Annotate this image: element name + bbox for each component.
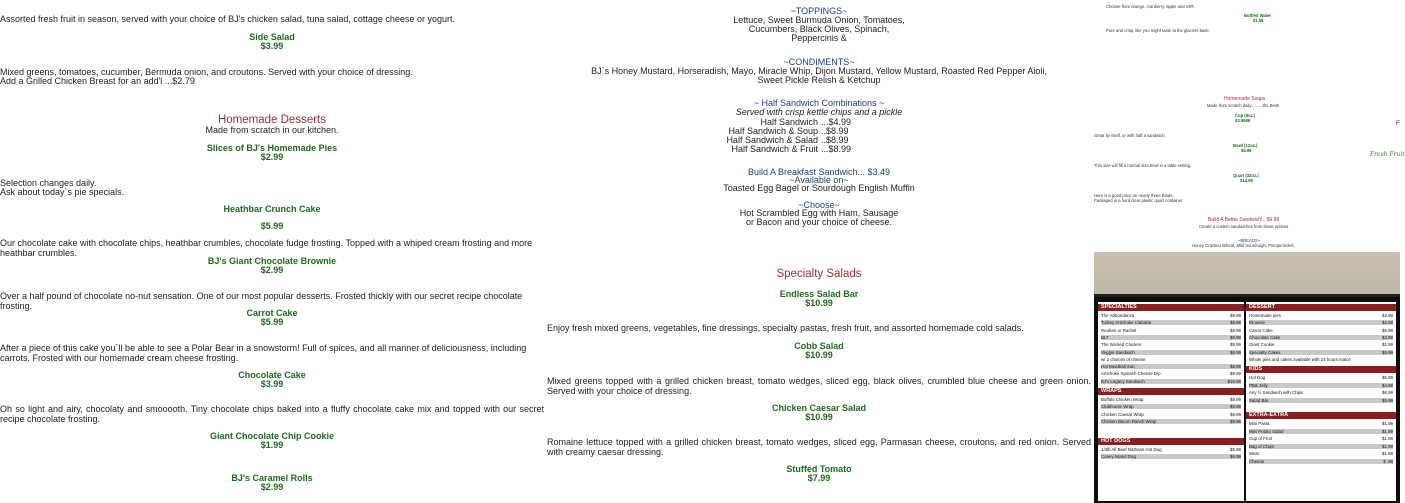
board-menu-row	[1249, 350, 1393, 355]
board-menu-row	[1249, 436, 1393, 441]
board-menu-row	[1249, 451, 1393, 456]
fresh-fruit-script: Fresh Fruit	[1370, 151, 1405, 158]
cookie-name: Giant Chocolate Chip Cookie	[209, 431, 334, 441]
breads-line: Honey Cracked Wheat, Mild Sourdough, Pumpernickel,	[1192, 243, 1295, 248]
board-item-price: $1.99	[1382, 436, 1393, 442]
quart-price: $14.99	[1240, 178, 1253, 183]
board-item-price: $9.99	[1230, 411, 1241, 417]
quart-description-1: Here is a good price on nearly three bowls.	[1094, 193, 1174, 198]
dessert-header: DESSERT	[1246, 304, 1396, 311]
board-item-name: Turkey Artichoke Ciabatta	[1101, 320, 1152, 326]
board-menu-row	[1101, 350, 1241, 355]
board-item-name: Chocolate Cake	[1249, 334, 1281, 340]
board-menu-row	[1101, 371, 1241, 376]
pies-name: Slices of BJ's Homemade Pies	[206, 143, 338, 153]
cut-off-letter: F	[1396, 121, 1400, 127]
board-item-price: $8.99	[1230, 371, 1241, 377]
board-item-price: $9.99	[1230, 404, 1241, 410]
board-right-panel	[1246, 302, 1396, 501]
cup-description: Great by itself, or with half a sandwich.	[1094, 133, 1166, 138]
board-item-name: Buffalo Chicken Wrap	[1101, 397, 1144, 402]
board-menu-row	[1249, 335, 1393, 340]
half-row-price: ..$8.99	[821, 135, 849, 145]
board-item-name: Bag of Chips	[1249, 443, 1275, 449]
soups-title: Homemade Soups	[1224, 96, 1266, 102]
board-item-name: The Wicked Chicken	[1101, 342, 1142, 348]
half-row-price: ..$8.99	[821, 126, 849, 136]
board-menu-row	[1101, 335, 1241, 340]
board-item-price: $ .99	[1383, 459, 1393, 464]
half-sandwich-title: ~ Half Sandwich Combinations ~	[753, 98, 885, 108]
half-sandwich-row	[547, 144, 1091, 154]
cup-price: $3.9999	[1235, 118, 1251, 123]
cup-name: Cup (8oz.)	[1235, 113, 1256, 118]
board-menu-row	[1101, 357, 1241, 362]
board-menu-row	[1101, 397, 1241, 402]
board-menu-row	[1101, 328, 1241, 333]
hotdogs-header: HOT DOGS	[1098, 438, 1244, 445]
specialty-salads-title: Specialty Salads	[776, 268, 862, 280]
board-item-name: Cheese	[1249, 459, 1265, 464]
wraps-header: WRAPS	[1098, 388, 1244, 395]
board-item-name: Specialty Cakes	[1249, 349, 1281, 355]
board-item-price: $5.99	[1382, 327, 1393, 333]
condiments-line-2: Sweet Pickle Relish & Ketchup	[757, 75, 881, 85]
carrot-cake-description: After a piece of this cake you`ll be able to see a Polar Bear in a snowstorm! Full of spices, and all manner of deliciousness, including carrots. Frosted with our homemade cream cheese frosting.	[0, 343, 527, 363]
board-menu-row	[1249, 313, 1393, 318]
pies-description: Selection changes daily.	[0, 178, 97, 188]
board-item-name: BLT	[1101, 334, 1109, 340]
board-item-name: w/ 2 choices of cheese	[1101, 356, 1146, 362]
cobb-salad-name: Cobb Salad	[794, 341, 844, 351]
board-item-price: $8.99	[1230, 364, 1241, 370]
breads-title: ~BREADS~	[1238, 238, 1261, 243]
board-item-price: $10.99	[1227, 378, 1241, 384]
bagel-line: Toasted Egg Bagel or Sourdough English Muffin	[723, 183, 915, 193]
board-menu-row	[1249, 421, 1393, 426]
brownie-price: $2.99	[260, 265, 284, 275]
half-row-name: Half Sandwich & Fruit	[731, 144, 818, 154]
caesar-salad-price: $10.99	[805, 412, 833, 422]
board-item-price: $2.99	[1382, 320, 1393, 326]
toppings-title: ~TOPPINGS~	[790, 6, 848, 16]
water-price: $1.59	[1253, 18, 1264, 23]
kids-header: KIDS	[1246, 366, 1396, 373]
juice-line: Choose from orange, cranberry, apple and V8®.	[1106, 4, 1196, 9]
stuffed-tomato-name: Stuffed Tomato	[786, 464, 852, 474]
board-menu-row	[1101, 454, 1241, 459]
board-item-name: Cup of Fruit	[1249, 436, 1272, 442]
caramel-rolls-name: BJ's Caramel Rolls	[231, 473, 313, 483]
board-menu-row	[1249, 398, 1393, 403]
board-item-price: $5.99	[1382, 349, 1393, 355]
board-menu-row	[1101, 313, 1241, 318]
bowl-price: $5.99	[1241, 148, 1252, 153]
board-item-price: $6.99	[1230, 454, 1241, 460]
board-item-name: Veggie Sandwich	[1101, 349, 1135, 355]
board-menu-row	[1101, 379, 1241, 384]
board-menu-row	[1249, 357, 1393, 362]
board-menu-row	[1101, 447, 1241, 452]
board-item-name: Clubhouse Wrap	[1101, 404, 1134, 410]
water-description: Pure and crisp, like you might taste at the glaciers base.	[1106, 28, 1210, 33]
pies-price: $2.99	[260, 152, 284, 162]
board-menu-row	[1249, 429, 1393, 434]
heathbar-description: Our chocolate cake with chocolate chips, heathbar crumbles, chocolate fudge frosting. Topped with a whiped cream frosting and more heathbar crumbles.	[0, 238, 533, 258]
board-item-price: $3.99	[1382, 313, 1393, 318]
board-item-price: $4.99	[1382, 382, 1393, 388]
board-menu-row	[1249, 390, 1393, 395]
bowl-name: Bowl (12oz.)	[1233, 143, 1258, 148]
choose-line-1: Hot Scrambled Egg with Ham, Sausage	[739, 208, 899, 218]
endless-salad-description: Enjoy fresh mixed greens, vegetables, fine dressings, specialty pastas, fresh fruit, and assorted homemade cold salads.	[547, 323, 1024, 333]
cobb-salad-description: Mixed greens topped with a grilled chicken breast, tomato wedges, sliced egg, black olives, crumbled blue cheese and green onion. Served with your choice of dressing.	[547, 376, 1091, 396]
specialties-header: SPECIALTIES	[1098, 304, 1244, 311]
half-row-name: Half Sandwich & Soup	[728, 126, 818, 136]
half-row-price: ...$8.99	[821, 144, 852, 154]
brownie-name: BJ's Giant Chocolate Brownie	[207, 256, 337, 266]
board-menu-row	[1249, 444, 1393, 449]
board-menu-row	[1101, 320, 1241, 325]
board-item-price: $1.99	[1382, 421, 1393, 426]
chocolate-cake-description: Oh so light and airy, chocolaty and smooooth. Tiny chocolate chips baked into a fluffy chocolate cake mix and topped with our secret recipe chocolate frosting.	[0, 404, 544, 424]
board-menu-row	[1249, 375, 1393, 380]
soups-subtitle: Made from scratch daily..........the Best!	[1207, 103, 1280, 108]
board-item-price: $1.99	[1382, 443, 1393, 449]
carrot-cake-price: $5.99	[260, 317, 284, 327]
board-item-price: $9.99	[1230, 320, 1241, 326]
side-salad-description: Assorted fresh fruit in season, served with your choice of BJ's chicken salad, tuna salad, cottage cheese or yogurt.	[0, 14, 455, 24]
board-item-name: Hot Dog	[1249, 375, 1266, 380]
endless-salad-name: Endless Salad Bar	[779, 289, 859, 299]
board-item-name: Artichoke Spinach Cheese Dip	[1101, 371, 1161, 377]
board-menu-row	[1249, 459, 1393, 464]
brownie-description: Over a half pound of chocolate no-nut sensation. One of our most popular desserts. Frosted thickly with our secret recipe chocolate frosting.	[0, 291, 523, 311]
board-left-panel	[1098, 302, 1244, 501]
board-item-name: Chicken Bacon Ranch Wrap	[1101, 418, 1157, 424]
board-item-name: Mini Pasta	[1249, 421, 1270, 426]
better-sandwich-subtitle: Create a custom sandwiches from these options	[1199, 224, 1289, 229]
mixed-greens-description: Mixed greens, tomatoes, cucumber, Bermuda onion, and croutons. Served with your choice of dressing.	[0, 67, 413, 77]
board-item-price: $6.99	[1382, 390, 1393, 396]
stuffed-tomato-price: $7.99	[807, 473, 831, 483]
board-item-name: The Abbondanza	[1101, 313, 1135, 318]
board-item-price: $3.99	[1382, 334, 1393, 340]
board-menu-row	[1101, 342, 1241, 347]
board-item-name: Hot Meatball Sub	[1101, 364, 1135, 370]
board-item-price: $5.99	[1230, 447, 1241, 452]
board-item-name: Carrot Cake	[1249, 327, 1273, 333]
board-item-name: Salad Bar	[1249, 397, 1269, 403]
board-item-name: Giant Cookie	[1249, 342, 1275, 348]
board-menu-row	[1101, 419, 1241, 424]
half-row-name: Half Sandwich	[760, 117, 818, 127]
board-item-price: $1.99	[1382, 428, 1393, 434]
board-item-price: $9.99	[1230, 418, 1241, 424]
water-name: Bottled Water	[1244, 13, 1272, 18]
board-item-name: Chicken Caesar Wrap	[1101, 411, 1144, 417]
board-item-name: Any ½ Sandwich with Chips	[1249, 390, 1304, 396]
heathbar-price: $5.99	[260, 221, 284, 231]
caesar-salad-description: Romaine lettuce topped with a grilled chicken breast, tomato wedges, sliced egg, Parmasan cheese, croutons, and red onion. Served with creamy caesar dressing.	[547, 437, 1091, 457]
endless-salad-price: $10.99	[805, 298, 833, 308]
half-row-name: Half Sandwich & Salad	[726, 135, 818, 145]
board-item-name: Coney Island Dog	[1101, 454, 1136, 460]
caramel-rolls-price: $2.99	[260, 482, 284, 492]
board-item-price: $1.99	[1382, 451, 1393, 457]
right-menu-column	[1094, 0, 1405, 252]
desserts-title: Homemade Desserts	[217, 114, 326, 126]
extra-header: EXTRA-EXTRA	[1246, 412, 1396, 419]
quart-name: Quart (32oz.)	[1233, 173, 1259, 178]
board-item-price: $1.99	[1382, 342, 1393, 348]
board-item-name: BJ's Legacy Sandwich	[1101, 378, 1145, 384]
board-item-price: $9.99	[1230, 313, 1241, 318]
board-item-price: $9.99	[1230, 397, 1241, 402]
mixed-greens-addon: Add a Grilled Chicken Breast for an add'l ...$2.79	[0, 76, 195, 86]
board-item-price: $9.99	[1230, 334, 1241, 340]
board-item-name: 1/4lb All Beef Nathans Hot Dog	[1101, 447, 1162, 452]
board-item-price: $9.99	[1230, 327, 1241, 333]
board-menu-row	[1249, 328, 1393, 333]
choose-label: ~Choose~	[798, 200, 840, 210]
board-menu-row	[1101, 404, 1241, 409]
board-item-name: Brownie	[1249, 320, 1265, 326]
board-item-name: PB& Jelly	[1249, 382, 1268, 388]
quart-description-2: Packaged in a hard clear plastic quart container.	[1094, 198, 1184, 203]
board-menu-row	[1101, 364, 1241, 369]
tv-screen	[1094, 294, 1400, 503]
board-item-price: $8.99	[1230, 349, 1241, 355]
cookie-price: $1.99	[260, 440, 284, 450]
carrot-cake-name: Carrot Cake	[246, 308, 298, 318]
available-on-label: ~Available on~	[789, 175, 849, 185]
pies-specials: Ask about today`s pie specials.	[0, 187, 125, 197]
board-item-name: Mini Potato Salad	[1249, 428, 1284, 434]
caesar-salad-name: Chicken Caesar Salad	[771, 403, 867, 413]
board-item-price: $5.99	[1382, 397, 1393, 403]
half-sandwich-subtitle: Served with crisp kettle chips and a pickle	[735, 107, 903, 117]
chocolate-cake-price: $3.99	[260, 379, 284, 389]
chocolate-cake-name: Chocolate Cake	[238, 370, 306, 380]
board-menu-row	[1101, 412, 1241, 417]
menu-board-photo	[1094, 252, 1400, 500]
half-row-price: ...$4.99	[821, 117, 852, 127]
board-item-name: Meat	[1249, 451, 1259, 457]
toppings-line-3: Peppercinis &	[791, 33, 847, 43]
board-item-name: Homemade pies	[1249, 313, 1281, 318]
board-menu-row	[1249, 383, 1393, 388]
breakfast-sandwich-title: Build A Breakfast Sandwich... $3.49	[747, 167, 891, 177]
better-sandwich-title: Build A Better Sandwich!.. $9.99	[1208, 217, 1280, 223]
board-menu-row	[1249, 320, 1393, 325]
board-menu-row	[1249, 342, 1393, 347]
condiments-line-1: BJ`s Honey Mustard, Horseradish, Mayo, Miracle Whip, Dijon Mustard, Yellow Mustard, Roasted Red Pepper Aioli,	[591, 66, 1047, 76]
board-item-price: $9.99	[1230, 342, 1241, 348]
desserts-subtitle: Made from scratch in our kitchen.	[205, 125, 339, 135]
board-item-name: Whole pies and cakes available with 24 hours notice	[1249, 356, 1351, 362]
toppings-line-2: Cucumbers, Black Olives, Spinach,	[748, 24, 890, 34]
toppings-line-1: Lettuce, Sweet Burmuda Onion, Tomatoes,	[733, 15, 905, 25]
choose-line-2: or Bacon and your choice of cheese.	[745, 217, 893, 227]
board-item-price: $5.99	[1382, 375, 1393, 380]
side-salad-price: $3.99	[260, 41, 284, 51]
side-salad-name: Side Salad	[249, 32, 295, 42]
condiments-title: ~CONDIMENTS~	[783, 57, 855, 67]
bowl-description: This size will fill a normal size bowl in a table setting.	[1094, 163, 1192, 168]
heathbar-name: Heathbar Crunch Cake	[223, 204, 321, 214]
cobb-salad-price: $10.99	[805, 350, 833, 360]
board-item-name: Reuben or Rachel	[1101, 327, 1137, 333]
